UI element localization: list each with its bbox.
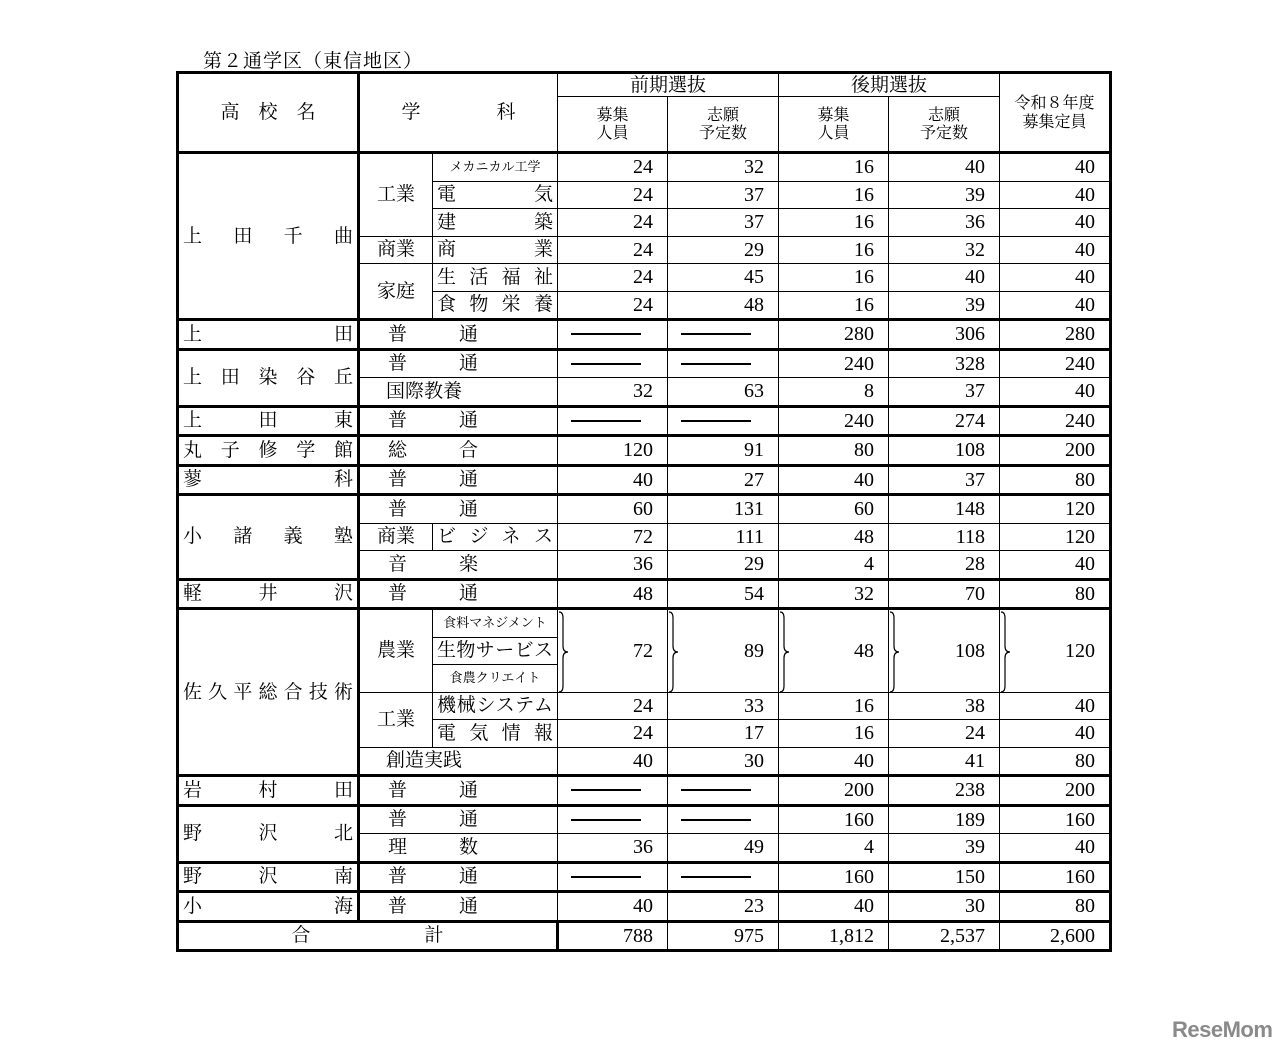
school-name: 軽井沢 <box>183 582 353 605</box>
department-cell <box>359 834 558 863</box>
late-applicants-cell: 38 <box>889 692 1000 720</box>
dash-mark <box>681 420 751 422</box>
late-applicants-cell: 24 <box>889 720 1000 748</box>
department-cell <box>433 637 558 665</box>
header-early-recruit: 募集 人員 <box>558 97 668 153</box>
late-applicants-cell: 30 <box>889 892 1000 922</box>
course-category: 商業 <box>359 236 433 264</box>
department-name: ビジネス <box>437 525 553 548</box>
dash-mark <box>681 876 751 878</box>
early-recruit-cell: 120 <box>558 436 668 466</box>
course-category: 工業 <box>359 153 433 237</box>
department-cell <box>359 406 558 436</box>
late-applicants-cell: 37 <box>889 378 1000 407</box>
school-name: 岩村田 <box>183 778 353 801</box>
department-cell <box>433 264 558 292</box>
early-applicants-cell: 33 <box>668 692 779 720</box>
late-applicants-cell: 238 <box>889 776 1000 806</box>
department-cell: メカニカル工学 <box>433 153 558 182</box>
capacity-cell: 40 <box>1000 181 1111 209</box>
late-applicants-cell: 37 <box>889 465 1000 495</box>
early-recruit-cell: 24 <box>558 692 668 720</box>
school-name: 野沢北 <box>183 822 353 844</box>
early-recruit-cell <box>558 805 668 834</box>
school-name: 上田千曲 <box>183 224 353 247</box>
late-recruit-cell: 48 <box>779 523 889 551</box>
brace-icon <box>779 610 791 692</box>
school-name-cell <box>178 862 359 892</box>
table-row <box>178 776 1111 806</box>
department-cell <box>359 892 558 922</box>
late-applicants-cell: 36 <box>889 209 1000 237</box>
late-recruit-cell <box>779 609 889 693</box>
early-recruit-cell: 24 <box>558 264 668 292</box>
capacity-cell: 240 <box>1000 349 1111 378</box>
department-name: 普通 <box>388 497 478 520</box>
late-recruit-cell: 16 <box>779 692 889 720</box>
late-applicants-cell: 108 <box>889 436 1000 466</box>
school-name-cell <box>178 609 359 776</box>
resemom-logo: ReseMom <box>1172 1017 1273 1042</box>
late-recruit-cell: 280 <box>779 320 889 350</box>
value: 108 <box>955 639 985 662</box>
capacity-cell: 120 <box>1000 495 1111 524</box>
table-row <box>178 579 1111 609</box>
value: 48 <box>854 639 874 662</box>
department-cell <box>433 181 558 209</box>
late-applicants-cell: 148 <box>889 495 1000 524</box>
dash-mark <box>681 819 751 821</box>
early-applicants-cell: 29 <box>668 236 779 264</box>
dash-mark <box>681 363 751 365</box>
capacity-cell: 40 <box>1000 236 1111 264</box>
department-name: 普通 <box>388 894 478 917</box>
early-recruit-cell: 60 <box>558 495 668 524</box>
early-applicants-cell <box>668 320 779 350</box>
school-name-cell <box>178 805 359 862</box>
department-cell <box>359 805 558 834</box>
late-recruit-cell: 16 <box>779 236 889 264</box>
late-recruit-cell: 240 <box>779 406 889 436</box>
capacity-cell: 160 <box>1000 805 1111 834</box>
early-applicants-cell: 131 <box>668 495 779 524</box>
capacity-cell: 40 <box>1000 551 1111 580</box>
header-dept: 学 科 <box>359 73 558 153</box>
department-name: 普通 <box>388 322 478 345</box>
value: 120 <box>1065 639 1095 662</box>
early-recruit-cell <box>558 776 668 806</box>
capacity-cell: 240 <box>1000 406 1111 436</box>
late-recruit-cell: 8 <box>779 378 889 407</box>
school-name: 小諸義塾 <box>183 525 353 548</box>
header-late-recruit: 募集 人員 <box>779 97 889 153</box>
school-name-cell <box>178 436 359 466</box>
dash-mark <box>571 819 641 821</box>
school-name-cell <box>178 776 359 806</box>
dash-mark <box>681 333 751 335</box>
early-applicants-cell: 45 <box>668 264 779 292</box>
capacity-cell <box>1000 609 1111 693</box>
department-cell <box>359 551 558 580</box>
late-recruit-cell: 16 <box>779 153 889 182</box>
department-name: 創造実践 <box>386 749 463 772</box>
early-recruit-cell <box>558 406 668 436</box>
department-name: 商業 <box>437 238 553 261</box>
dash-mark <box>571 876 641 878</box>
table-row <box>178 892 1111 922</box>
early-recruit-cell <box>558 609 668 693</box>
early-applicants-cell: 63 <box>668 378 779 407</box>
department-cell <box>433 236 558 264</box>
early-recruit-cell: 40 <box>558 747 668 776</box>
late-recruit-cell: 240 <box>779 349 889 378</box>
department-cell <box>359 320 558 350</box>
total-row <box>178 921 1111 951</box>
table-row <box>178 495 1111 524</box>
value: 72 <box>633 639 653 662</box>
department-cell <box>433 209 558 237</box>
early-applicants-cell: 27 <box>668 465 779 495</box>
capacity-cell: 120 <box>1000 523 1111 551</box>
school-name-cell <box>178 579 359 609</box>
capacity-cell: 40 <box>1000 209 1111 237</box>
brace-icon <box>558 610 570 692</box>
capacity-cell: 40 <box>1000 264 1111 292</box>
department-name: 総合 <box>388 438 478 461</box>
school-name: 上田染谷丘 <box>183 366 353 388</box>
late-applicants-cell: 28 <box>889 551 1000 580</box>
early-recruit-cell: 24 <box>558 181 668 209</box>
department-name: 機械システム <box>437 694 553 717</box>
late-applicants-cell: 40 <box>889 153 1000 182</box>
department-name: 音楽 <box>388 552 478 575</box>
table-row <box>178 465 1111 495</box>
early-recruit-cell <box>558 349 668 378</box>
department-cell <box>359 747 558 776</box>
capacity-cell: 80 <box>1000 579 1111 609</box>
course-category: 家庭 <box>359 264 433 320</box>
early-applicants-cell: 111 <box>668 523 779 551</box>
late-applicants-cell <box>889 609 1000 693</box>
late-applicants-cell: 150 <box>889 862 1000 892</box>
enrollment-table <box>176 71 1112 952</box>
early-recruit-cell <box>558 862 668 892</box>
late-recruit-cell: 16 <box>779 291 889 320</box>
early-applicants-cell <box>668 805 779 834</box>
school-name: 上田東 <box>183 409 353 432</box>
late-recruit-cell: 40 <box>779 747 889 776</box>
department-name: 電気情報 <box>437 721 553 744</box>
department-name: 国際教養 <box>386 379 463 402</box>
header-early: 前期選抜 <box>558 73 779 97</box>
capacity-cell: 40 <box>1000 153 1111 182</box>
school-name-cell <box>178 406 359 436</box>
late-applicants-cell: 39 <box>889 834 1000 863</box>
total-label: 合 計 <box>178 921 558 951</box>
late-recruit-cell: 160 <box>779 805 889 834</box>
capacity-cell: 40 <box>1000 291 1111 320</box>
early-recruit-cell: 72 <box>558 523 668 551</box>
department-cell <box>359 862 558 892</box>
early-recruit-cell: 24 <box>558 209 668 237</box>
late-recruit-cell: 40 <box>779 465 889 495</box>
early-applicants-cell <box>668 609 779 693</box>
header-late: 後期選抜 <box>779 73 1000 97</box>
department-name: 普通 <box>388 778 478 801</box>
school-name: 小海 <box>183 894 353 917</box>
department-cell <box>359 378 558 407</box>
capacity-cell: 40 <box>1000 720 1111 748</box>
school-name: 蓼科 <box>183 468 353 491</box>
brace-icon <box>889 610 901 692</box>
late-recruit-cell: 4 <box>779 834 889 863</box>
school-name-cell <box>178 892 359 922</box>
department-name: 普通 <box>388 582 478 605</box>
dash-mark <box>681 789 751 791</box>
early-applicants-cell <box>668 406 779 436</box>
early-applicants-cell <box>668 349 779 378</box>
capacity-cell: 40 <box>1000 378 1111 407</box>
school-name: 佐久平総合技術 <box>183 680 353 703</box>
header-late-applicants: 志願 予定数 <box>889 97 1000 153</box>
department-cell <box>433 692 558 720</box>
late-recruit-cell: 160 <box>779 862 889 892</box>
late-applicants-cell: 70 <box>889 579 1000 609</box>
department-cell <box>433 291 558 320</box>
school-name-cell <box>178 349 359 406</box>
early-recruit-cell: 36 <box>558 834 668 863</box>
table-row <box>178 609 1111 638</box>
header-early-applicants: 志願 予定数 <box>668 97 779 153</box>
department-name: 建築 <box>437 210 553 233</box>
late-applicants-cell: 39 <box>889 291 1000 320</box>
late-recruit-cell: 60 <box>779 495 889 524</box>
late-recruit-cell: 32 <box>779 579 889 609</box>
early-recruit-cell: 32 <box>558 378 668 407</box>
capacity-cell: 80 <box>1000 465 1111 495</box>
capacity-cell: 80 <box>1000 747 1111 776</box>
page-title: 第２通学区（東信地区） <box>203 50 424 72</box>
early-applicants-cell: 54 <box>668 579 779 609</box>
table-row <box>178 349 1111 378</box>
early-recruit-cell: 36 <box>558 551 668 580</box>
late-recruit-cell: 4 <box>779 551 889 580</box>
brace-icon <box>668 610 680 692</box>
late-recruit-cell: 40 <box>779 892 889 922</box>
capacity-cell: 160 <box>1000 862 1111 892</box>
department-cell <box>359 349 558 378</box>
department-cell <box>433 720 558 748</box>
late-recruit-cell: 16 <box>779 264 889 292</box>
department-name: 普通 <box>388 865 478 888</box>
late-applicants-cell: 306 <box>889 320 1000 350</box>
value: 89 <box>744 639 764 662</box>
capacity-cell: 80 <box>1000 892 1111 922</box>
department-cell <box>359 776 558 806</box>
capacity-cell: 40 <box>1000 692 1111 720</box>
late-applicants-cell: 328 <box>889 349 1000 378</box>
early-applicants-cell: 23 <box>668 892 779 922</box>
early-applicants-cell: 91 <box>668 436 779 466</box>
table-row <box>178 805 1111 834</box>
department-name: 理数 <box>388 835 478 858</box>
late-applicants-cell: 274 <box>889 406 1000 436</box>
department-name: 普通 <box>388 352 478 375</box>
department-cell: 食料マネジメント <box>433 609 558 638</box>
department-name: 電気 <box>437 183 553 206</box>
early-recruit-cell: 24 <box>558 720 668 748</box>
early-applicants-cell <box>668 776 779 806</box>
early-applicants-cell: 37 <box>668 181 779 209</box>
total-late-recruit: 1,812 <box>779 921 889 951</box>
early-recruit-cell: 40 <box>558 465 668 495</box>
header-school: 高 校 名 <box>178 73 359 153</box>
early-applicants-cell: 30 <box>668 747 779 776</box>
dash-mark <box>571 789 641 791</box>
early-recruit-cell: 40 <box>558 892 668 922</box>
total-late-applicants: 2,537 <box>889 921 1000 951</box>
header-capacity: 令和８年度 募集定員 <box>1000 73 1111 153</box>
capacity-cell: 280 <box>1000 320 1111 350</box>
total-early-applicants: 975 <box>668 921 779 951</box>
late-recruit-cell: 80 <box>779 436 889 466</box>
late-recruit-cell: 200 <box>779 776 889 806</box>
early-applicants-cell: 49 <box>668 834 779 863</box>
dash-mark <box>571 333 641 335</box>
early-recruit-cell: 24 <box>558 291 668 320</box>
school-name-cell <box>178 495 359 580</box>
course-category: 商業 <box>359 523 433 551</box>
school-name: 丸子修学館 <box>183 438 353 461</box>
school-name: 野沢南 <box>183 865 353 888</box>
school-name-cell <box>178 320 359 350</box>
department-cell <box>359 495 558 524</box>
late-applicants-cell: 32 <box>889 236 1000 264</box>
course-category: 農業 <box>359 609 433 693</box>
capacity-cell: 200 <box>1000 436 1111 466</box>
total-capacity: 2,600 <box>1000 921 1111 951</box>
dash-mark <box>571 420 641 422</box>
capacity-cell: 200 <box>1000 776 1111 806</box>
late-applicants-cell: 39 <box>889 181 1000 209</box>
table-row <box>178 406 1111 436</box>
department-cell <box>359 465 558 495</box>
late-recruit-cell: 16 <box>779 181 889 209</box>
late-applicants-cell: 40 <box>889 264 1000 292</box>
brace-icon <box>1000 610 1012 692</box>
course-category: 工業 <box>359 692 433 747</box>
late-applicants-cell: 189 <box>889 805 1000 834</box>
department-name: 普通 <box>388 468 478 491</box>
table-row <box>178 320 1111 350</box>
early-applicants-cell: 48 <box>668 291 779 320</box>
capacity-cell: 40 <box>1000 834 1111 863</box>
department-name: 普通 <box>388 808 478 831</box>
early-recruit-cell: 24 <box>558 153 668 182</box>
department-cell <box>433 523 558 551</box>
school-name-cell <box>178 465 359 495</box>
late-recruit-cell: 16 <box>779 209 889 237</box>
early-applicants-cell: 32 <box>668 153 779 182</box>
late-applicants-cell: 41 <box>889 747 1000 776</box>
department-name: 食物栄養 <box>437 293 553 316</box>
total-early-recruit: 788 <box>558 921 668 951</box>
early-recruit-cell <box>558 320 668 350</box>
department-cell <box>359 579 558 609</box>
late-applicants-cell: 118 <box>889 523 1000 551</box>
school-name-cell <box>178 153 359 320</box>
dash-mark <box>571 363 641 365</box>
table-row <box>178 436 1111 466</box>
table-row <box>178 153 1111 182</box>
early-applicants-cell: 17 <box>668 720 779 748</box>
department-name: 生活福祉 <box>437 265 553 288</box>
department-name: 普通 <box>388 409 478 432</box>
early-applicants-cell: 29 <box>668 551 779 580</box>
department-name: 生物サービス <box>437 639 553 662</box>
early-recruit-cell: 24 <box>558 236 668 264</box>
table-row <box>178 862 1111 892</box>
school-name: 上田 <box>183 322 353 345</box>
department-cell <box>359 436 558 466</box>
early-applicants-cell: 37 <box>668 209 779 237</box>
early-applicants-cell <box>668 862 779 892</box>
department-cell: 食農クリエイト <box>433 665 558 693</box>
late-recruit-cell: 16 <box>779 720 889 748</box>
early-recruit-cell: 48 <box>558 579 668 609</box>
